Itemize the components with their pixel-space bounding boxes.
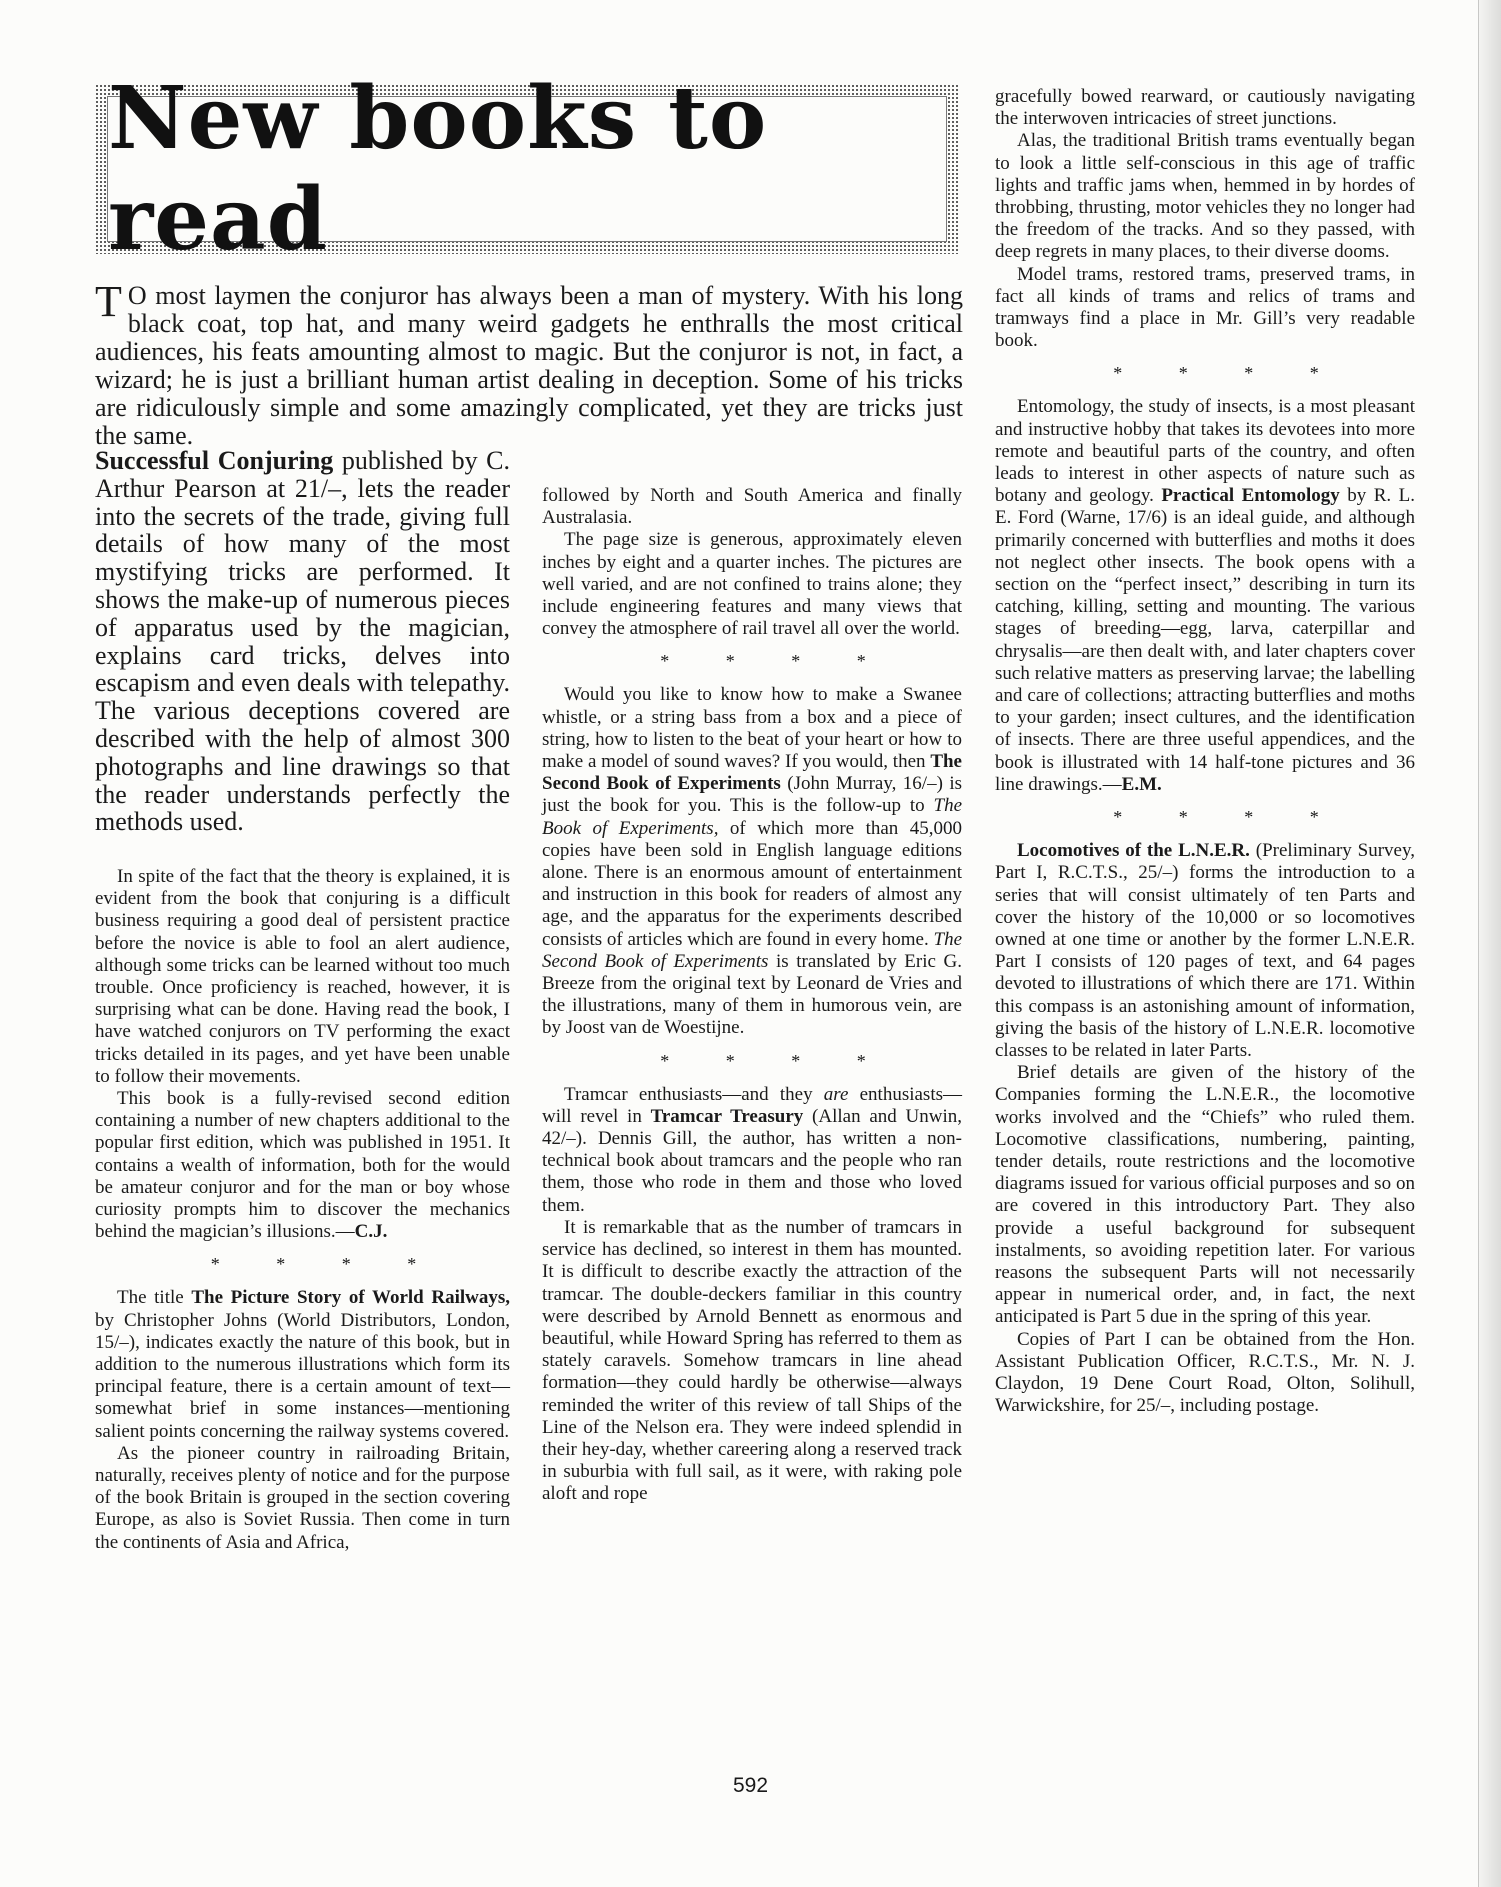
paragraph-text: (Allan and Unwin, 42/–). Dennis Gill, the author, has written a non-technical book about tramcars and the people who ran them, those who rode in them and those who loved them. [542,1105,962,1216]
paragraph-text: Would you like to know how to make a Swanee whistle, or a string bass from a box and a piece of string, how to listen to the beat of your heart or how to make a model of sound waves? If you would, then [542,684,962,773]
paragraph: The page size is generous, approximately eleven inches by eight and a quarter inches. The pictures are well varied, and are not confined to trains alone; they include engineering features and many views that convey the atmosphere of rail travel all over the world. [542,529,962,640]
section-divider: * * * * [210,1254,443,1275]
italic-emphasis: are [823,1083,849,1105]
paragraph-text: The title [117,1287,192,1309]
paragraph: Copies of Part I can be obtained from the Hon. Assistant Publication Officer, R.C.T.S., Mr. N. J. Claydon, 19 Dene Court Road, Olton, Solihull, Warwickshire, for 25/–, including postage. [995,1328,1415,1417]
book-title: Locomotives of the L.N.E.R. [1017,840,1250,862]
conjuring-review-lead [95,447,510,836]
book-title: Successful Conjuring [95,446,334,475]
paragraph: As the pioneer country in railroading Britain, naturally, receives plenty of notice and for the purpose of the book Britain is grouped in the section covering Europe, as also is Soviet Russia. Then come in turn the continents of Asia and Africa, [95,1442,510,1553]
column-1-lead [95,447,510,836]
paragraph-text: is translated by Eric G. Breeze from the original text by Leonard de Vries and the illustrations, many of them in humorous vein, are by Joost van de Woestijne. [542,950,962,1039]
paragraph-text: This book is a fully-revised second edition containing a number of new chapters additional to the popular first edition, which was published in 1951. It contains a wealth of information, both for the would be amateur conjuror and for the man or boy whose curiosity prompts him to discover the mechanics behind the magician’s illusions.— [95,1088,510,1243]
section-divider: * * * * [1113,363,1345,384]
section-divider: * * * * [1113,807,1345,828]
column-1 [95,866,510,1554]
paragraph-text: Tramcar enthusiasts—and they [564,1083,824,1105]
paragraph: followed by North and South America and finally Australasia. [542,485,962,529]
paragraph-text: by R. L. E. Ford (Warne, 17/6) is an ideal guide, and although primarily concerned with butterflies and moths it does not neglect other insects. The book opens with a section on the “perfect insect,” describing in turn its catching, killing, setting and mounting. The various stages of breeding—egg, larva, caterpillar and chrysalis—are then dealt with, and later chapters cover such relative matters as preserving larvae; the labelling and care of collections; attracting butterflies and moths to your garden; insect cultures, and the identification of insects. There are three useful appendices, and the book is illustrated with 14 half-tone pictures and 36 line drawings.— [995,485,1416,795]
page-edge [1478,0,1501,1887]
page-number: 592 [732,1774,769,1797]
title-frame [95,68,959,270]
paragraph [542,684,962,1039]
column-3 [995,86,1415,1417]
paragraph-text: (Preliminary Survey, Part I, R.C.T.S., 25/–) forms the introduction to a series that will consist ultimately of ten Parts and cover the history of the 10,000 or so locomotives owned at one time or another by the former L.N.E.R. Part I consists of 120 pages of text, and 64 pages devoted to illustrations of which there are 171. Within this compass is an astonishing amount of information, giving the basis of the history of L.N.E.R. locomotive classes to be related in later Parts. [995,840,1416,1061]
paragraph [95,1287,510,1442]
drop-cap: T [95,277,122,326]
reviewer-initials: C.J. [354,1221,388,1243]
column-2 [542,485,962,1506]
paragraph: gracefully bowed rearward, or cautiously navigating the interwoven intricacies of street junctions. [995,86,1415,130]
paragraph-text: published by C. Arthur Pearson at 21/–, lets the reader into the secrets of the trade, giving full details of how many of the most mystifying tricks are performed. It shows the make-up of numerous pieces of apparatus used by the magician, explains card tricks, delves into escapism and even deals with telepathy. The various deceptions covered are described with the help of almost 300 photographs and line drawings so that the reader understands perfectly the methods used. [95,446,511,837]
book-title: The Second Book of Experiments [542,751,962,795]
paragraph: Alas, the traditional British trams eventually began to look a little self-conscious in this age of traffic lights and traffic jams when, hemmed in by hordes of throbbing, thrusting, motor vehicles they no longer had the freedom of the tracks. And so they passed, with deep regrets in many places, to their diverse dooms. [995,130,1415,263]
paragraph [95,1088,510,1243]
paragraph-text: Entomology, the study of insects, is a most pleasant and instructive hobby that takes its devotees into more remote and beautiful parts of the country, and often leads to interest in other aspects of nature such as botany and geology. [995,396,1415,507]
italic-title: The Book of Experiments, [542,795,962,839]
paragraph: It is remarkable that as the number of tramcars in service has declined, so interest in them has mounted. It is difficult to describe exactly the attraction of the tramcar. The double-deckers familiar in this country were described by Arnold Bennett as enormous and beautiful, while Howard Spring has referred to them as stately caravels. Somehow tramcars in line ahead formation—they could hardly be otherwise—always reminded the writer of this review of tall Ships of the Line of the Nelson era. They were indeed splendid in their hey-day, whether careering along a reserved track in suburbia with full sail, as it were, with raking pole aloft and rope [542,1216,962,1505]
paragraph-text: (John Murray, 16/–) is just the book for you. This is the follow-up to [542,773,962,817]
paragraph [995,396,1415,796]
paragraph-text: enthusiasts—will revel in [542,1083,963,1127]
paragraph-text: by Christopher Johns (World Distributors, London, 15/–), indicates exactly the nature of this book, but in addition to the numerous illustrations which form its principal feature, there is a certain amount of text—somewhat brief in some instances—mentioning salient points concerning the railway systems covered. [95,1309,510,1442]
reviewer-initials: E.M. [1121,773,1162,795]
paragraph [995,840,1415,1062]
intro-text: O most laymen the conjuror has always been a man of mystery. With his long black coat, top hat, and many weird gadgets he enthralls the most critical audiences, his feats amounting almost to magic. But the conjuror is not, in fact, a wizard; he is just a brilliant human artist dealing in deception. Some of his tricks are ridiculously simple and some amazingly complicated, yet they are tricks just the same. [95,281,963,450]
page-title: New books to read [108,68,768,270]
paragraph [542,1084,962,1217]
italic-title: The Second Book of Experiments [542,928,962,972]
intro-paragraph [95,277,963,450]
title-panel [107,68,947,270]
section-divider: * * * * [660,651,892,672]
section-divider: * * * * [660,1050,892,1071]
paragraph: Model trams, restored trams, preserved trams, in fact all kinds of trams and relics of trams and tramways find a place in Mr. Gill’s very readable book. [995,263,1415,352]
paragraph: Brief details are given of the history of the Companies forming the L.N.E.R., the locomotive works involved and the “Chiefs” who ruled them. Locomotive classifications, numbering, painting, tender details, route restrictions and the locomotive diagrams issued for various official purposes and so on are covered in this introductory Part. They also provide a useful background for subsequent instalments, so avoiding repetition later. For various reasons the subsequent Parts will not necessarily appear in numerical order, and, in fact, the next anticipated is Part 5 due in the spring of this year. [995,1062,1415,1328]
book-title: Practical Entomology [1161,485,1340,507]
book-title: The Picture Story of World Railways, [191,1287,511,1309]
book-title: Tramcar Treasury [650,1105,804,1127]
paragraph-text: of which more than 45,000 copies have been sold in English language editions alone. There is an enormous amount of entertainment and instruction in this book for readers of almost any age, and the apparatus for the experiments described consists of articles which are found in every home. [542,817,962,950]
paragraph: In spite of the fact that the theory is explained, it is evident from the book that conjuring is a difficult business requiring a good deal of persistent practice before the novice is able to fool an alert audience, although some tricks can be learned without too much trouble. Once proficiency is reached, however, it is surprising what can be done. Having read the book, I have watched conjurors on TV performing the exact tricks detailed in its pages, and yet have been unable to follow their movements. [95,866,510,1087]
